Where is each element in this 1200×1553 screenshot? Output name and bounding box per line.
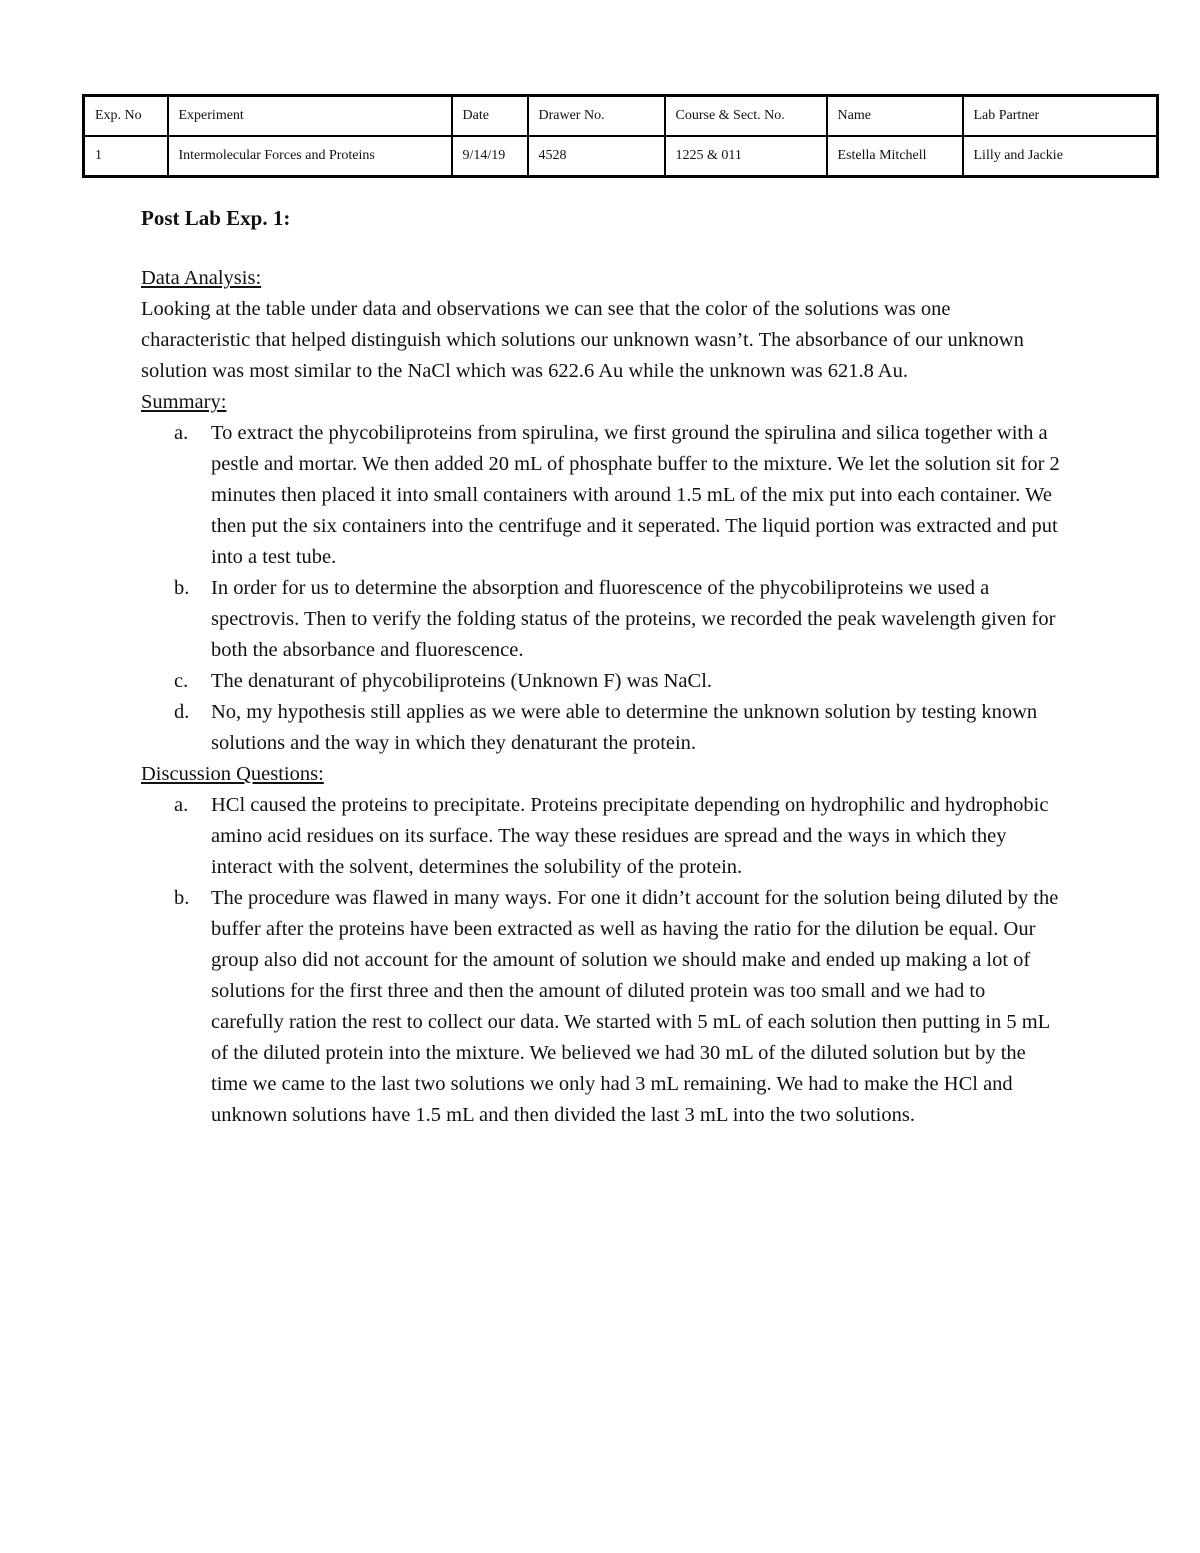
header-value-row bbox=[84, 136, 1158, 177]
summary-item-text: In order for us to determine the absorption and fluorescence of the phycobiliproteins we used a spectrovis. Then to verify the folding status of the proteins, we recorded the peak wavelength given for both the absorbance and fluorescence. bbox=[211, 577, 1056, 661]
list-marker: a. bbox=[174, 422, 189, 444]
discussion-item-text: HCl caused the proteins to precipitate. Proteins precipitate depending on hydrophilic and hydrophobic amino acid residues on its surface. The way these residues are spread and the ways in which they interact with the solvent, determines the solubility of the protein. bbox=[211, 794, 1049, 878]
data-analysis-heading: Data Analysis: bbox=[141, 267, 262, 289]
list-marker: a. bbox=[174, 794, 189, 816]
list-marker: b. bbox=[174, 887, 190, 909]
summary-item-text: No, my hypothesis still applies as we were able to determine the unknown solution by testing known solutions and the way in which they denaturant the protein. bbox=[211, 701, 1038, 754]
data-analysis-paragraph: Looking at the table under data and observations we can see that the color of the solutions was one characteristic that helped distinguish which solutions our unknown wasn’t. The absorbance of our unknown solution was most similar to the NaCl which was 622.6 Au while the unknown was 621.8 Au. bbox=[141, 298, 1024, 382]
header-cell-name: Name bbox=[827, 96, 963, 137]
summary-item bbox=[141, 573, 1061, 666]
list-marker: d. bbox=[174, 701, 190, 723]
header-cell-date: Date bbox=[452, 96, 528, 137]
summary-item bbox=[141, 418, 1061, 573]
summary-list bbox=[141, 418, 1061, 759]
header-cell-exp-no: Exp. No bbox=[84, 96, 168, 137]
discussion-item bbox=[141, 790, 1061, 883]
summary-item-text: The denaturant of phycobiliproteins (Unknown F) was NaCl. bbox=[211, 670, 713, 692]
value-cell-exp-no: 1 bbox=[84, 136, 168, 177]
value-cell-experiment: Intermolecular Forces and Proteins bbox=[168, 136, 452, 177]
header-cell-drawer-no: Drawer No. bbox=[528, 96, 665, 137]
list-marker: c. bbox=[174, 670, 189, 692]
summary-item-text: To extract the phycobiliproteins from spirulina, we first ground the spirulina and silica together with a pestle and mortar. We then added 20 mL of phosphate buffer to the mixture. We let the solution sit for 2 minutes then placed it into small containers with around 1.5 mL of the mix put into each container. We then put the six containers into the centrifuge and it seperated. The liquid portion was extracted and put into a test tube. bbox=[211, 422, 1060, 568]
value-cell-date: 9/14/19 bbox=[452, 136, 528, 177]
page-title: Post Lab Exp. 1: bbox=[141, 206, 291, 230]
value-cell-course-sect: 1225 & 011 bbox=[665, 136, 827, 177]
summary-item bbox=[141, 666, 1061, 697]
value-cell-name: Estella Mitchell bbox=[827, 136, 963, 177]
value-cell-drawer-no: 4528 bbox=[528, 136, 665, 177]
lab-header-table bbox=[82, 94, 1159, 178]
value-cell-lab-partner: Lilly and Jackie bbox=[963, 136, 1158, 177]
discussion-heading: Discussion Questions: bbox=[141, 763, 324, 785]
discussion-item bbox=[141, 883, 1061, 1131]
header-label-row bbox=[84, 96, 1158, 137]
summary-heading: Summary: bbox=[141, 391, 227, 413]
discussion-list bbox=[141, 790, 1061, 1131]
discussion-item-text: The procedure was flawed in many ways. For one it didn’t account for the solution being diluted by the buffer after the proteins have been extracted as well as having the ratio for the dilution be equal. Our group also did not account for the amount of solution we should make and ended up making a lot of solutions for the first three and then the amount of diluted protein was too small and we had to carefully ration the rest to collect our data. We started with 5 mL of each solution then putting in 5 mL of the diluted protein into the mixture. We believed we had 30 mL of the diluted solution but by the time we came to the last two solutions we only had 3 mL remaining. We had to make the HCl and unknown solutions have 1.5 mL and then divided the last 3 mL into the two solutions. bbox=[211, 887, 1059, 1126]
document-body bbox=[141, 200, 1061, 1131]
header-cell-course-sect: Course & Sect. No. bbox=[665, 96, 827, 137]
header-cell-experiment: Experiment bbox=[168, 96, 452, 137]
list-marker: b. bbox=[174, 577, 190, 599]
summary-item bbox=[141, 697, 1061, 759]
header-cell-lab-partner: Lab Partner bbox=[963, 96, 1158, 137]
